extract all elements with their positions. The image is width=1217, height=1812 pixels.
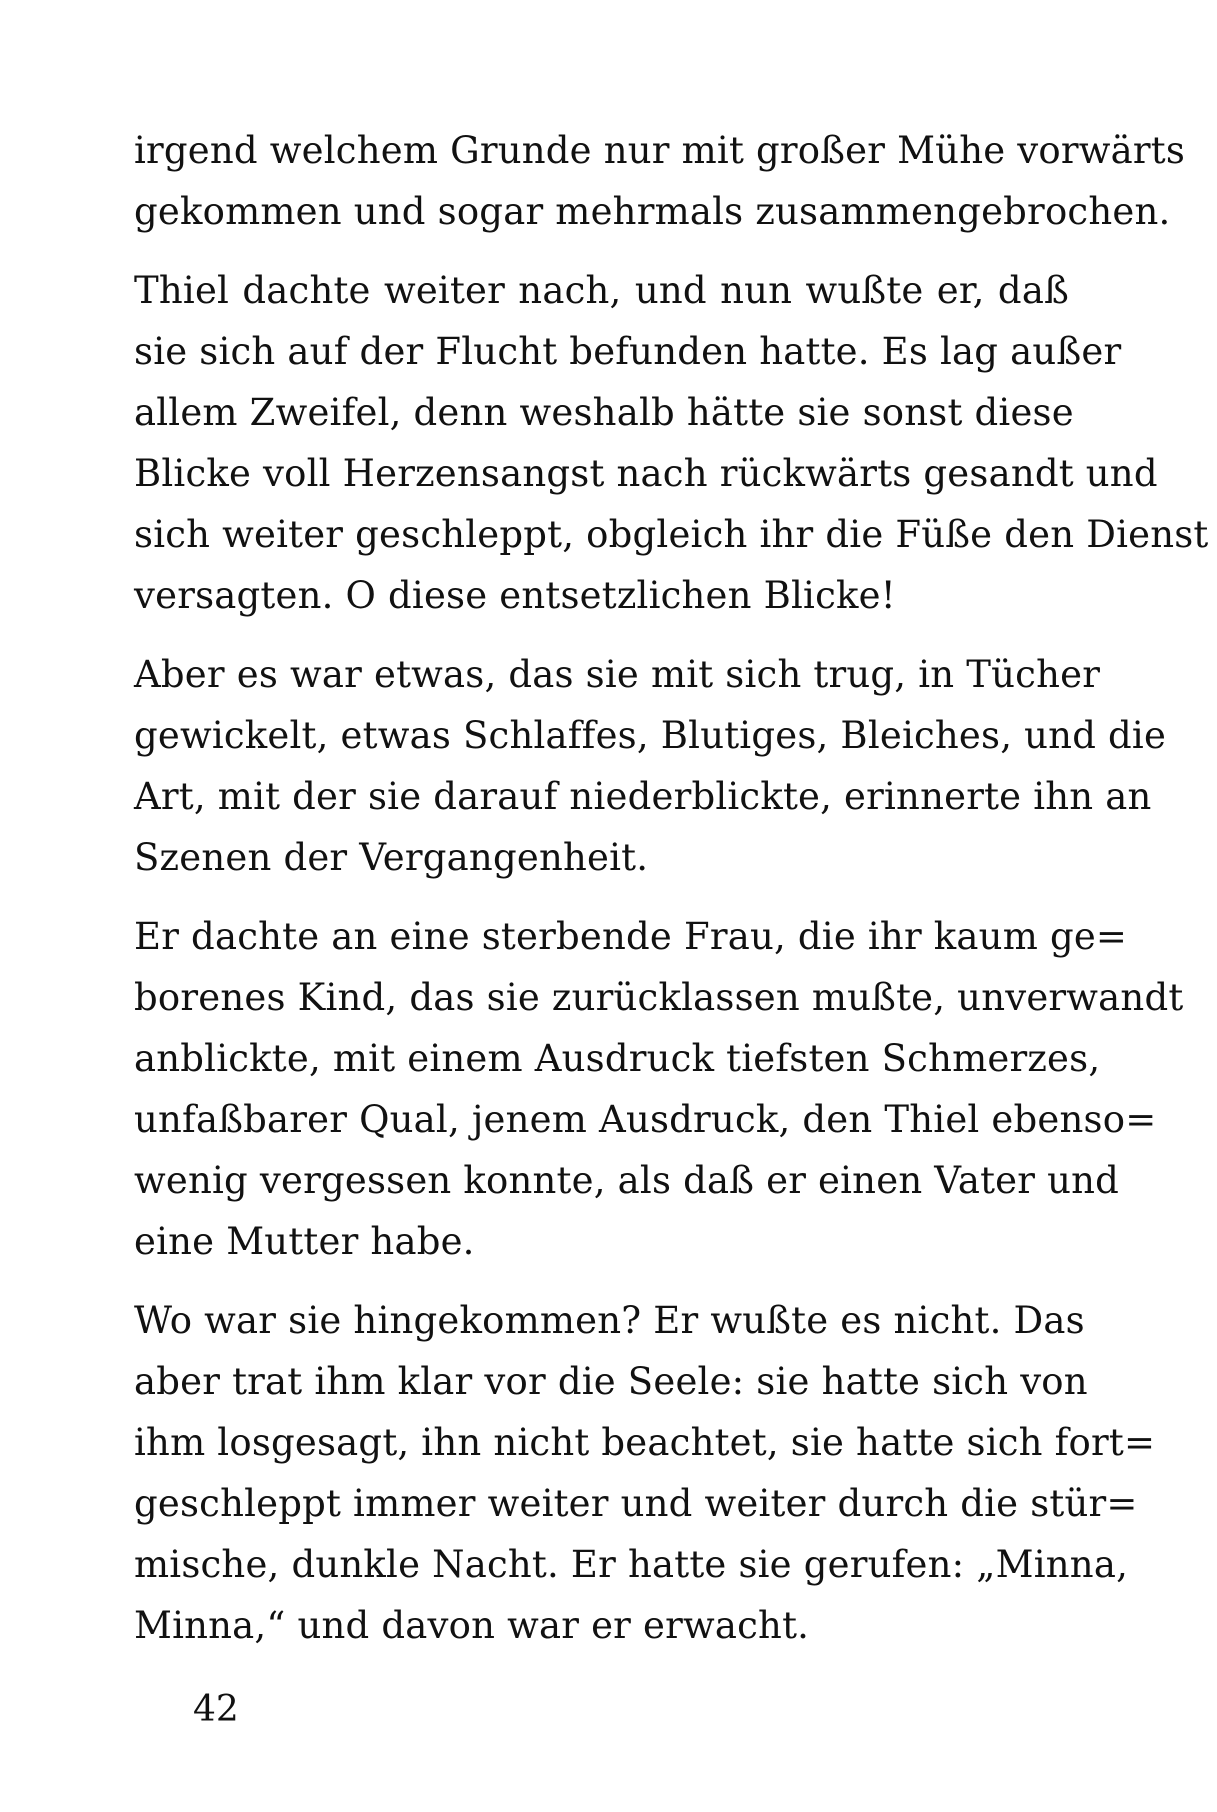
text-line: ihm losgesagt, ihn nicht beachtet, sie hatte sich fort= [134, 1421, 1156, 1464]
text-line: gewickelt, etwas Schlaffes, Blutiges, Bleiches, und die [134, 714, 1167, 757]
paragraph-5 [134, 1290, 1156, 1656]
text-line: Art, mit der sie darauf niederblickte, erinnerte ihn an [134, 775, 1152, 818]
paragraph-4 [134, 906, 1184, 1272]
text-line: versagten. O diese entsetzlichen Blicke! [134, 574, 896, 617]
text-line: eine Mutter habe. [134, 1220, 475, 1263]
text-line: wenig vergessen konnte, als daß er einen Vater und [134, 1159, 1120, 1202]
text-line: borenes Kind, das sie zurücklassen mußte, unverwandt [134, 976, 1184, 1019]
body-text [134, 120, 1209, 1674]
page-number: 42 [193, 1689, 239, 1730]
text-line: aber trat ihm klar vor die Seele: sie hatte sich von [134, 1360, 1088, 1403]
text-line: Aber es war etwas, das sie mit sich trug, in Tücher [134, 653, 1101, 696]
text-line: Blicke voll Herzensangst nach rückwärts gesandt und [134, 452, 1158, 495]
paragraph-2 [134, 260, 1209, 626]
text-line: unfaßbarer Qual, jenem Ausdruck, den Thiel ebenso= [134, 1098, 1157, 1141]
text-line: geschleppt immer weiter und weiter durch die stür= [134, 1482, 1138, 1525]
text-line: Minna,“ und davon war er erwacht. [134, 1604, 810, 1647]
text-line: Thiel dachte weiter nach, und nun wußte er, daß [134, 269, 1069, 312]
paragraph-1 [134, 120, 1186, 242]
text-line: sich weiter geschleppt, obgleich ihr die Füße den Dienst [134, 513, 1209, 556]
text-line: allem Zweifel, denn weshalb hätte sie sonst diese [134, 391, 1074, 434]
text-line: anblickte, mit einem Ausdruck tiefsten Schmerzes, [134, 1037, 1101, 1080]
text-line: sie sich auf der Flucht befunden hatte. Es lag außer [134, 330, 1122, 373]
text-line: gekommen und sogar mehrmals zusammengebrochen. [134, 190, 1171, 233]
text-line: irgend welchem Grunde nur mit großer Mühe vorwärts [134, 129, 1186, 172]
paragraph-3 [134, 644, 1167, 888]
text-line: Er dachte an eine sterbende Frau, die ihr kaum ge= [134, 915, 1128, 958]
text-line: Szenen der Vergangenheit. [134, 836, 649, 879]
text-line: mische, dunkle Nacht. Er hatte sie gerufen: „Minna, [134, 1543, 1129, 1586]
text-line: Wo war sie hingekommen? Er wußte es nicht. Das [134, 1299, 1085, 1342]
